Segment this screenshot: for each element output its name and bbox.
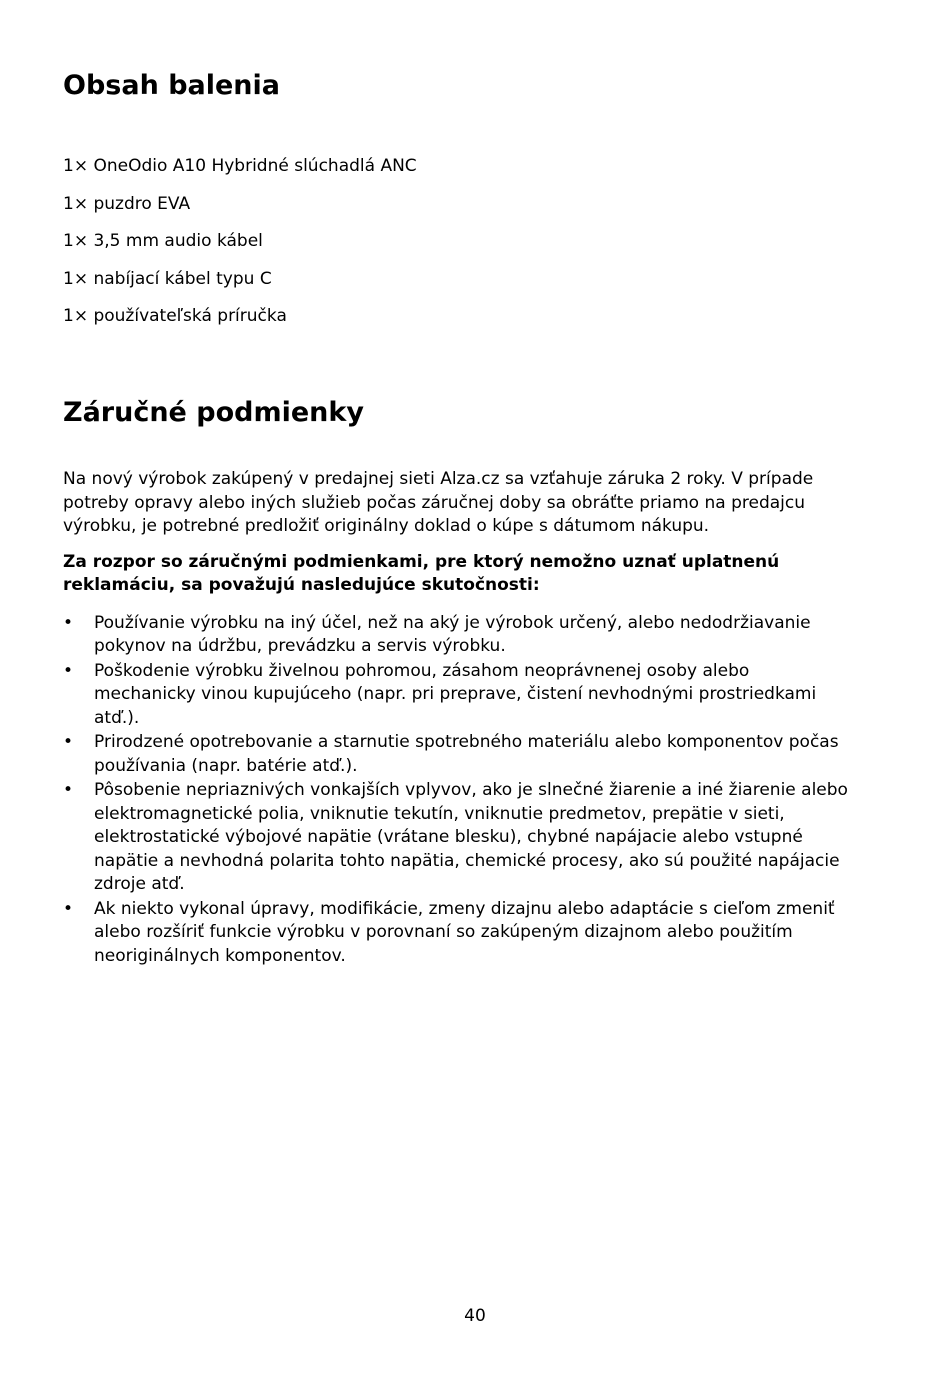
package-contents-list xyxy=(63,153,417,341)
package-item: 1× nabíjací kábel typu C xyxy=(63,268,272,289)
exclusion-text: Ak niekto vykonal úpravy, modifikácie, zmeny dizajnu alebo adaptácie s cieľom zmeniť alebo rozšíriť funkcie výrobku v porovnaní so zakúpeným dizajnom alebo použitím neoriginálnych komponentov. xyxy=(94,898,835,966)
exclusion-text: Používanie výrobku na iný účel, než na aký je výrobok určený, alebo nedodržiavanie pokynov na údržbu, prevádzku a servis výrobku. xyxy=(94,612,811,656)
bullet-icon: • xyxy=(63,780,74,800)
package-item: 1× 3,5 mm audio kábel xyxy=(63,231,263,251)
page-number: 40 xyxy=(464,1306,486,1326)
exclusion-text: Poškodenie výrobku živelnou pohromou, zásahom neoprávnenej osoby alebo mechanicky vinou kupujúceho (napr. pri preprave, čistení nevhodnými prostriedkami atď.). xyxy=(94,660,817,728)
bullet-icon: • xyxy=(63,898,74,919)
package-contents-heading: Obsah balenia xyxy=(63,70,281,101)
bullet-icon: • xyxy=(63,660,74,681)
warranty-body xyxy=(63,468,853,969)
warranty-exclusions-list xyxy=(63,612,853,969)
warranty-exclusions-heading: Za rozpor so záručnými podmienkami, pre ktorý nemožno uznať uplatnenú reklamáciu, sa považujú nasledujúce skutočnosti: xyxy=(63,551,780,595)
exclusion-item xyxy=(63,779,853,897)
exclusion-item xyxy=(63,731,853,778)
package-item: 1× puzdro EVA xyxy=(63,193,191,214)
package-item: 1× OneOdio A10 Hybridné slúchadlá ANC xyxy=(63,156,417,176)
warranty-intro-paragraph: Na nový výrobok zakúpený v predajnej sieti Alza.cz sa vzťahuje záruka 2 roky. V prípade potreby opravy alebo iných služieb počas záručnej doby sa obráťte priamo na predajcu výrobku, je potrebné predložiť originálny doklad o kúpe s dátumom nákupu. xyxy=(63,469,814,536)
exclusion-item xyxy=(63,612,853,659)
exclusion-item xyxy=(63,660,853,731)
bullet-icon: • xyxy=(63,612,74,633)
package-item: 1× používateľská príručka xyxy=(63,306,287,326)
exclusion-text: Pôsobenie nepriaznivých vonkajších vplyvov, ako je slnečné žiarenie a iné žiarenie alebo elektromagnetické polia, vniknutie tekutín, vniknutie predmetov, prepätie v sieti, elektrostatické výbojové napätie (vrátane blesku), chybné napájacie alebo vstupné napätie a nevhodná polarita tohto napätia, chemické procesy, ako sú použité napájacie zdroje atď. xyxy=(94,780,848,894)
warranty-heading: Záručné podmienky xyxy=(63,397,364,428)
bullet-icon: • xyxy=(63,732,74,752)
exclusion-text: Prirodzené opotrebovanie a starnutie spotrebného materiálu alebo komponentov počas používania (napr. batérie atď.). xyxy=(94,732,839,776)
exclusion-item xyxy=(63,898,853,969)
